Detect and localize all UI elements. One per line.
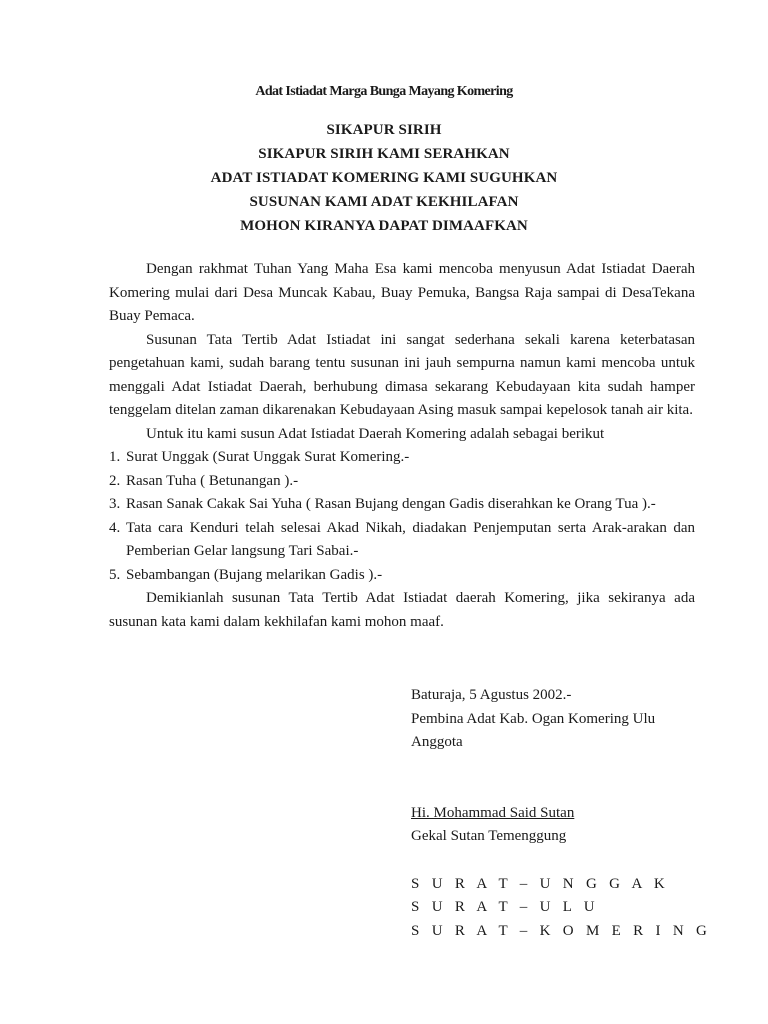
list-item-text: Rasan Tuha ( Betunangan ).-	[126, 472, 299, 489]
list-item-text: Tata cara Kenduri telah selesai Akad Nikah, diadakan Penjemputan serta Arak-arakan dan Pemberian Gelar langsung Tari Sabai.-	[126, 519, 695, 559]
organization: Pembina Adat Kab. Ogan Komering Ulu	[411, 710, 656, 727]
list-number: 5.	[109, 566, 121, 583]
body-text	[109, 258, 695, 634]
list-number: 2.	[109, 472, 121, 489]
heading-line: SIKAPUR SIRIH KAMI SERAHKAN	[258, 146, 510, 162]
heading-line: ADAT ISTIADAT KOMERING KAMI SUGUHKAN	[210, 170, 558, 186]
signer-role: Anggota	[411, 734, 463, 750]
list-number: 1.	[109, 449, 121, 465]
paragraph: Untuk itu kami susun Adat Istiadat Daerah Komering adalah sebagai berikut	[146, 425, 605, 442]
list-item	[109, 470, 695, 494]
heading-line: MOHON KIRANYA DAPAT DIMAAFKAN	[240, 218, 528, 234]
list-item	[109, 446, 695, 470]
signer-title: Gekal Sutan Temenggung	[411, 828, 567, 844]
document-title: Adat Istiadat Marga Bunga Mayang Komering	[255, 84, 513, 99]
spacer	[411, 849, 711, 873]
list-item	[109, 493, 695, 517]
place-date: Baturaja, 5 Agustus 2002.-	[411, 687, 572, 703]
list-item-text: Sebambangan (Bujang melarikan Gadis ).-	[126, 566, 383, 583]
spaced-line-surat-komering: S U R A T – K O M E R I N G	[411, 922, 712, 939]
list-number: 4.	[109, 519, 121, 536]
paragraph: Dengan rakhmat Tuhan Yang Maha Esa kami mencoba menyusun Adat Istiadat Daerah Komering mulai dari Desa Muncak Kabau, Buay Pemuka, Bangsa Raja sampai di DesaTekana Buay Pemaca.	[109, 261, 695, 324]
spaced-line-surat-unggak: S U R A T – U N G G A K	[411, 875, 669, 892]
list-item-text: Surat Unggak (Surat Unggak Surat Komering.-	[126, 449, 410, 465]
closing-paragraph: Demikianlah susunan Tata Tertib Adat Istiadat daerah Komering, jika sekiranya ada susunan kata kami dalam kekhilafan kami mohon maaf.	[109, 590, 695, 630]
paragraph: Susunan Tata Tertib Adat Istiadat ini sangat sederhana sekali karena keterbatasan pengetahuan kami, sudah barang tentu susunan ini jauh sempurna namun kami mencoba untuk menggali Adat Istiadat Daerah, berhubung dimasa sekarang Kebudayaan kita sudah hamper tenggelam ditelan zaman dikarenakan Kebudayaan Asing masuk sampai kepelosok tanah air kita.	[109, 331, 695, 418]
signature-space	[411, 755, 711, 802]
signature-block	[411, 684, 711, 943]
list-item	[109, 517, 695, 564]
heading-line: SUSUNAN KAMI ADAT KEKHILAFAN	[249, 194, 519, 210]
numbered-list	[109, 446, 695, 587]
heading-line: SIKAPUR SIRIH	[326, 122, 442, 138]
spaced-line-surat-ulu: S U R A T – U L U	[411, 899, 599, 915]
signer-name: Hi. Mohammad Said Sutan	[411, 804, 575, 821]
list-item	[109, 564, 695, 588]
list-number: 3.	[109, 496, 121, 512]
list-item-text: Rasan Sanak Cakak Sai Yuha ( Rasan Bujang dengan Gadis diserahkan ke Orang Tua ).-	[126, 496, 656, 512]
heading-block	[0, 118, 768, 238]
